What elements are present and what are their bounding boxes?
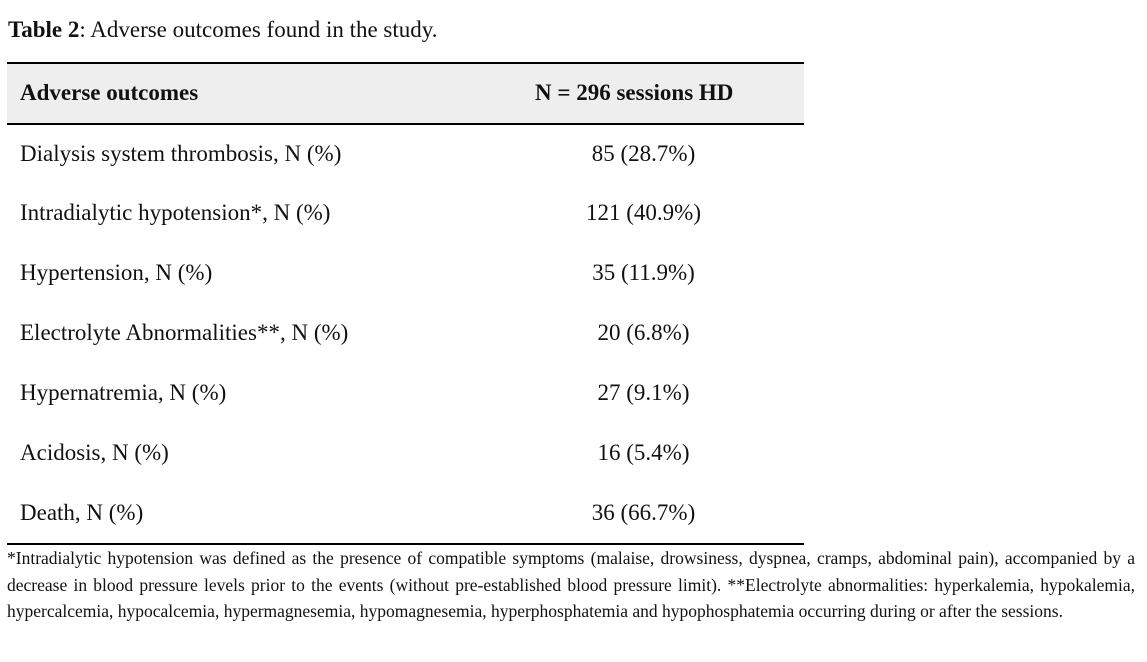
row-value: 36 (66.7%) xyxy=(591,500,696,525)
adverse-outcomes-table xyxy=(7,62,804,545)
row-label: Dialysis system thrombosis, N (%) xyxy=(20,141,342,166)
table-body xyxy=(7,125,804,543)
table-row xyxy=(7,364,804,424)
row-label: Intradialytic hypotension*, N (%) xyxy=(20,200,331,225)
header-sessions: N = 296 sessions HD xyxy=(535,80,734,105)
table-row xyxy=(7,184,804,244)
row-value: 35 (11.9%) xyxy=(592,260,695,285)
table-header-row xyxy=(7,64,804,123)
table-row xyxy=(7,484,804,544)
table-caption-text: : Adverse outcomes found in the study. xyxy=(79,17,438,42)
row-value: 85 (28.7%) xyxy=(591,141,696,166)
row-value: 27 (9.1%) xyxy=(597,380,690,405)
table-caption xyxy=(8,15,438,45)
table-row xyxy=(7,244,804,304)
row-label: Acidosis, N (%) xyxy=(20,440,169,465)
row-label: Hypernatremia, N (%) xyxy=(20,380,227,405)
row-label: Electrolyte Abnormalities**, N (%) xyxy=(20,320,349,345)
table-footnote: *Intradialytic hypotension was defined as the presence of compatible symptoms (malaise, drowsiness, dyspnea, cramps, abdominal pain), accompanied by a decrease in blood pressure levels prior to the events (without pre-established blood pressure limit). **Electrolyte abnormalities: hyperkalemia, hypokalemia, hypercalcemia, hypocalcemia, hypermagnesemia, hypomagnesemia, hyperphosphatemia and hypophosphatemia occurring during or after the sessions. xyxy=(7,548,1135,621)
table-row xyxy=(7,125,804,185)
row-label: Hypertension, N (%) xyxy=(20,260,213,285)
row-value: 121 (40.9%) xyxy=(586,200,701,225)
row-label: Death, N (%) xyxy=(20,500,144,525)
row-value: 20 (6.8%) xyxy=(597,320,690,345)
table-row xyxy=(7,304,804,364)
table-row xyxy=(7,424,804,484)
table-caption-label: Table 2 xyxy=(8,17,80,42)
row-value: 16 (5.4%) xyxy=(597,440,690,465)
header-adverse-outcomes: Adverse outcomes xyxy=(20,80,199,105)
